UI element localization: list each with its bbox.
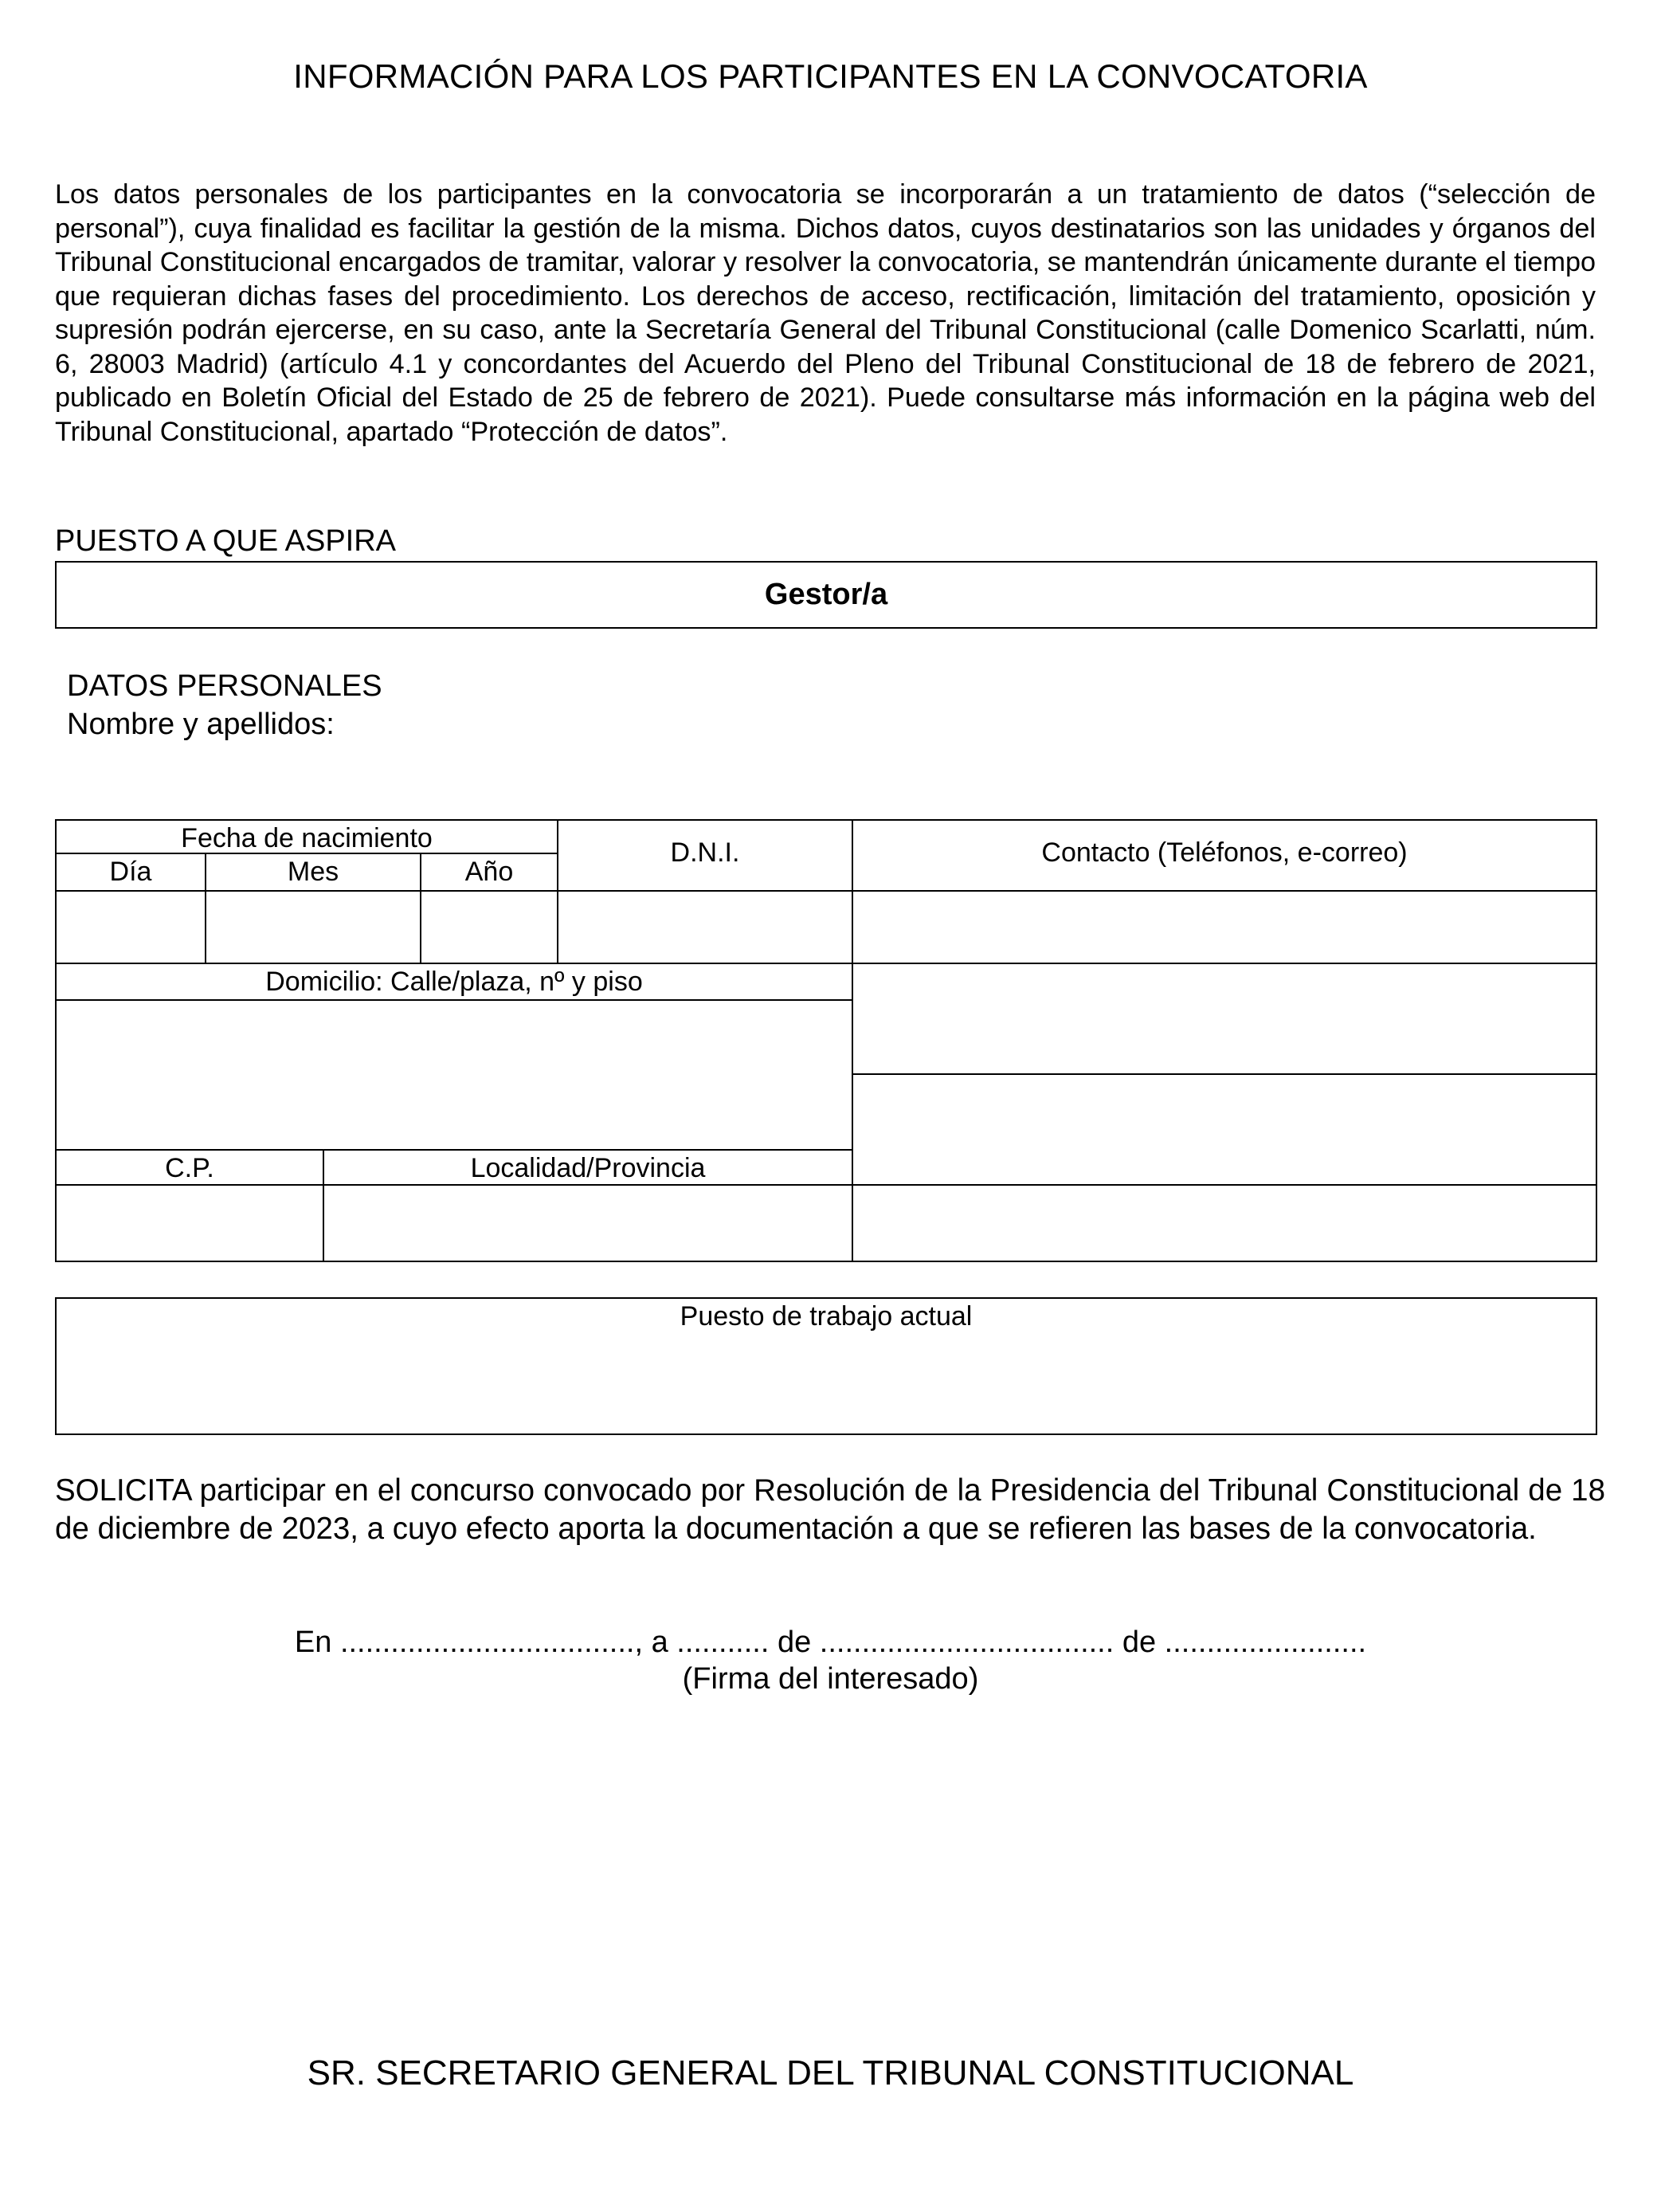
contacto-input-1[interactable] [852, 890, 1597, 964]
solicita-text: SOLICITA participar en el concurso convocado por Resolución de la Presidencia del Tribunal Constitucional de 18 de diciembre de 2023, a cuyo efecto aporta la documentación a que se refieren las bases de la convocatoria. [55, 1473, 1605, 1546]
domicilio-header: Domicilio: Calle/plaza, nº y piso [55, 963, 853, 1001]
contacto-input-3[interactable] [852, 1073, 1597, 1186]
localidad-header: Localidad/Provincia [323, 1149, 853, 1186]
nombre-apellidos-label: Nombre y apellidos: [67, 708, 335, 741]
firma-label: (Firma del interesado) [682, 1662, 979, 1696]
privacy-notice: Los datos personales de los participantes en la convocatoria se incorporarán a un tratamiento de datos (“selección de personal”), cuya finalidad es facilitar la gestión de la misma. Dichos datos, cuyos destinatarios son las unidades y órganos del Tribunal Constitucional encargados de tramitar, valorar y resolver la convocatoria, se mantendrán únicamente durante el tiempo que requieran dichas fases del procedimiento. Los derechos de acceso, rectificación, limitación del tratamiento, oposición y supresión podrán ejercerse, en su caso, ante la Secretaría General del Tribunal Constitucional (calle Domenico Scarlatti, núm. 6, 28003 Madrid) (artículo 4.1 y concordantes del Acuerdo del Pleno del Tribunal Constitucional de 18 de febrero de 2021, publicado en Boletín Oficial del Estado de 25 de febrero de 2021). Puede consultarse más información en la página web del Tribunal Constitucional, apartado “Protección de datos”. [55, 179, 1596, 447]
puesto-value: Gestor/a [764, 578, 888, 611]
datos-personales-title: DATOS PERSONALES [67, 669, 382, 703]
fecha-nacimiento-header: Fecha de nacimiento [55, 819, 558, 854]
contacto-header: Contacto (Teléfonos, e-correo) [852, 819, 1597, 892]
dia-header: Día [55, 853, 206, 892]
dni-header: D.N.I. [557, 819, 853, 892]
mes-header: Mes [205, 853, 421, 892]
cp-input[interactable] [55, 1184, 324, 1262]
puesto-label: PUESTO A QUE ASPIRA [55, 524, 397, 558]
dia-input[interactable] [55, 890, 206, 964]
dni-input[interactable] [557, 890, 853, 964]
anio-header: Año [420, 853, 558, 892]
cp-header: C.P. [55, 1149, 324, 1186]
puesto-actual-label: Puesto de trabajo actual [680, 1301, 973, 1332]
contacto-input-4[interactable] [852, 1184, 1597, 1262]
domicilio-input[interactable] [55, 999, 853, 1151]
puesto-value-box [55, 561, 1597, 629]
localidad-input[interactable] [323, 1184, 853, 1262]
mes-input[interactable] [205, 890, 421, 964]
place-date-line: En ..................................., a ........... de ................................... de ........................ [294, 1626, 1367, 1659]
addressee: SR. SECRETARIO GENERAL DEL TRIBUNAL CONSTITUCIONAL [307, 2053, 1354, 2092]
contacto-input-2[interactable] [852, 963, 1597, 1075]
anio-input[interactable] [420, 890, 558, 964]
page-title: INFORMACIÓN PARA LOS PARTICIPANTES EN LA CONVOCATORIA [293, 57, 1368, 95]
